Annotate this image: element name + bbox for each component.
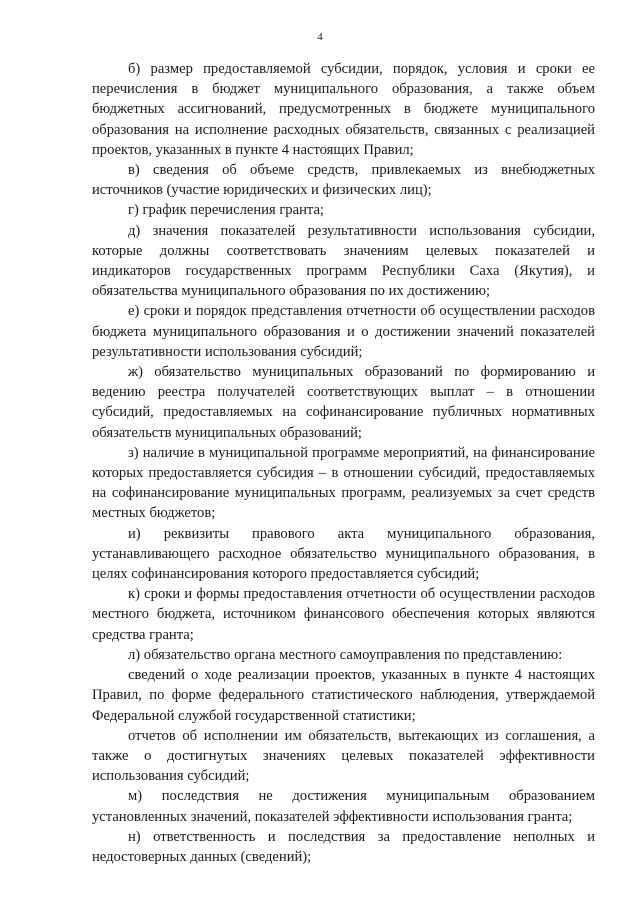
page-number: 4 <box>317 31 323 43</box>
paragraph-m: м) последствия не достижения муниципальным образованием установленных значений, показателей эффективности использования гранта; <box>92 788 595 825</box>
paragraph-g: г) график перечисления гранта; <box>128 202 324 219</box>
document-body <box>92 59 595 867</box>
paragraph-v: в) сведения об объеме средств, привлекаемых из внебюджетных источников (участие юридических и физических лиц); <box>92 162 595 199</box>
paragraph-b: б) размер предоставляемой субсидии, порядок, условия и сроки ее перечисления в бюджет муниципального образования, а также объем бюджетных ассигнований, предусмотренных в бюджете муниципального образования на исполнение расходных обязательств, связанных с реализацией проектов, указанных в пункте 4 настоящих Правил; <box>92 61 595 158</box>
paragraph-k: к) сроки и формы предоставления отчетности об осуществлении расходов местного бюджета, источником финансового обеспечения которых являются средства гранта; <box>92 586 595 643</box>
paragraph-d: д) значения показателей результативности использования субсидии, которые должны соответствовать значениям целевых показателей и индикаторов государственных программ Республики Саха (Якутия), и обязательства муниципального образования по их достижению; <box>92 222 595 300</box>
paragraph-l-reports-info: сведений о ходе реализации проектов, указанных в пункте 4 настоящих Правил, по форме федерального статистического наблюдения, утверждаемой Федеральной службой государственной статистики; <box>92 667 595 724</box>
paragraph-z: з) наличие в муниципальной программе мероприятий, на финансирование которых предоставляется субсидия – в отношении субсидий, предоставляемых на софинансирование муниципальных программ, реализуемых за счет средств местных бюджетов; <box>92 444 595 522</box>
paragraph-i: и) реквизиты правового акта муниципального образования, устанавливающего расходное обязательство муниципального образования, в целях софинансирования которого предоставляется субсидий; <box>92 525 595 583</box>
paragraph-n: н) ответственность и последствия за предоставление неполных и недостоверных данных (сведений); <box>92 828 595 865</box>
paragraph-l-reports-obligations: отчетов об исполнении им обязательств, вытекающих из соглашения, а также о достигнутых значениях целевых показателей эффективности использования субсидий; <box>92 727 595 785</box>
paragraph-e: е) сроки и порядок представления отчетности об осуществлении расходов бюджета муниципального образования и о достижении значений показателей результативности использования субсидий; <box>92 303 595 360</box>
paragraph-zh: ж) обязательство муниципальных образований по формированию и ведению реестра получателей соответствующих выплат – в отношении субсидий, предоставляемых на софинансирование публичных нормативных обязательств муниципальных образований; <box>92 364 595 441</box>
paragraph-l: л) обязательство органа местного самоуправления по представлению: <box>128 646 563 663</box>
